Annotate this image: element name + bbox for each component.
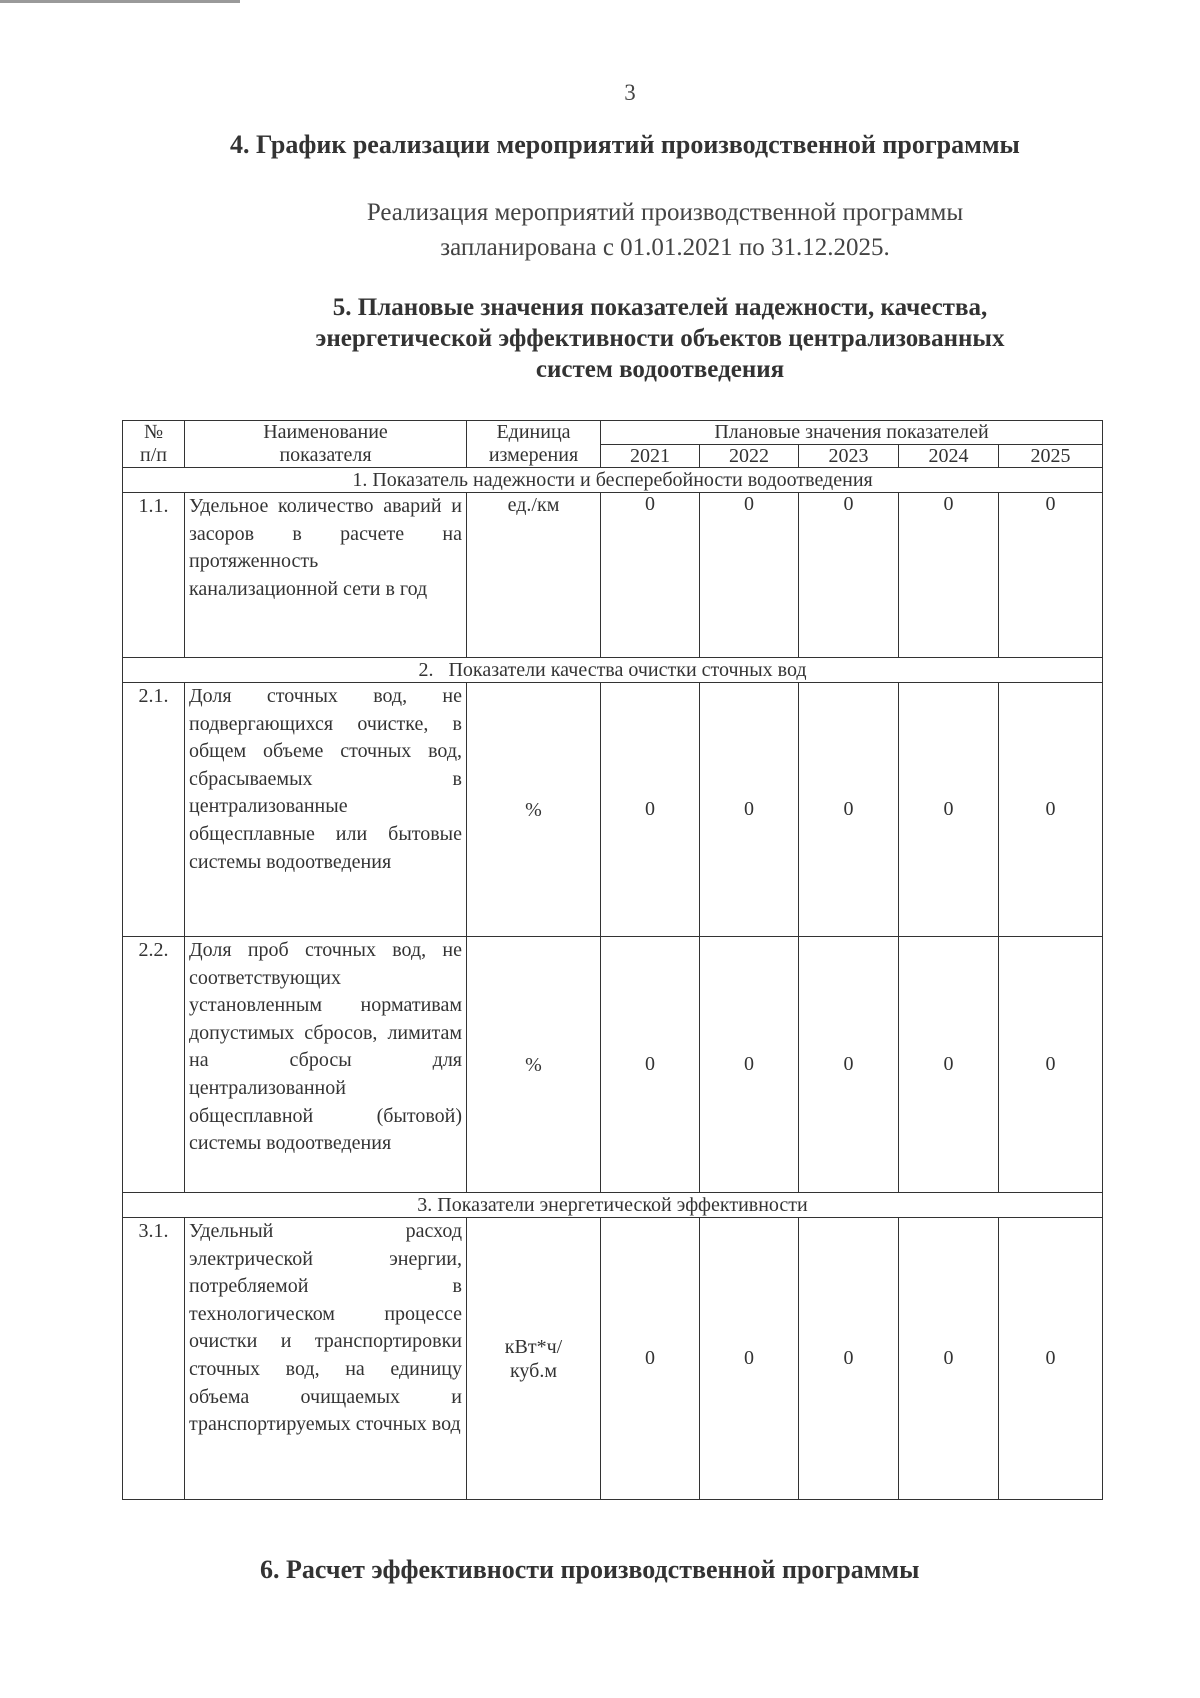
row-value: 0 [601,937,700,1193]
section-row [123,468,1103,493]
row-value: 0 [799,1218,899,1500]
section-row [123,658,1103,683]
row-unit-line-2: куб.м [509,1359,557,1382]
row-value: 0 [799,493,899,658]
header-plan-values: Плановые значения показателей [601,421,1103,445]
row-value: 0 [700,683,799,937]
header-year: 2021 [601,445,700,468]
row-unit [467,1218,601,1500]
row-value: 0 [899,493,999,658]
section-title-2: 2. Показатели качества очистки сточных вод [123,658,1103,683]
row-num: 3.1. [123,1218,185,1500]
row-value: 0 [601,1218,700,1500]
row-value: 0 [799,683,899,937]
table-row [123,937,1103,1193]
row-value: 0 [899,1218,999,1500]
section-5-heading [220,292,1100,385]
row-value: 0 [899,937,999,1193]
row-name: Удельное количество аварий и засоров в расчете на протяженность канализационной сети в год [185,493,467,658]
page-number: 3 [624,80,636,105]
row-value: 0 [999,493,1103,658]
scan-edge-mark [0,0,240,3]
indicators-table [122,420,1103,1500]
header-num-line-2: п/п [140,444,167,466]
section-4-text-line-1: Реализация мероприятий производственной программы [366,199,964,226]
row-value: 0 [999,937,1103,1193]
section-title-1: 1. Показатель надежности и бесперебойности водоотведения [123,468,1103,493]
header-year: 2025 [999,445,1103,468]
section-6-heading: 6. Расчет эффективности производственной программы [260,1555,920,1584]
header-unit-line-2: измерения [488,444,579,466]
row-value: 0 [700,1218,799,1500]
table-row [123,683,1103,937]
row-name: Доля проб сточных вод, не соответствующих установленным нормативам допустимых сбросов, лимитам на сбросы для централизованной общесплавной (бытовой) системы водоотведения [185,937,467,1193]
header-name-line-1: Наименование [263,421,388,443]
header-unit [467,421,601,468]
row-name: Удельный расход электрической энергии, потребляемой в технологическом процессе очистки и транспортировки сточных вод, на единицу объема очищаемых и транспортируемых сточных вод [185,1218,467,1500]
row-unit-line-1: кВт*ч/ [504,1335,563,1358]
section-4-text-line-2: запланирована с 01.01.2021 по 31.12.2025. [440,234,890,261]
section-5-heading-line-2: энергетической эффективности объектов централизованных [315,325,1005,352]
row-value: 0 [799,937,899,1193]
row-unit: % [467,937,601,1193]
row-value: 0 [601,683,700,937]
row-unit: ед./км [467,493,601,658]
table-row [123,493,1103,658]
section-row [123,1193,1103,1218]
table-header-row [123,421,1103,445]
row-name: Доля сточных вод, не подвергающихся очистке, в общем объеме сточных вод, сбрасываемых в централизованные общесплавные или бытовые системы водоотведения [185,683,467,937]
row-value: 0 [999,683,1103,937]
row-value: 0 [700,937,799,1193]
section-4-text [265,195,1065,265]
header-year: 2023 [799,445,899,468]
row-unit: % [467,683,601,937]
section-5-heading-line-3: систем водоотведения [535,356,785,383]
header-year: 2024 [899,445,999,468]
section-4-heading: 4. График реализации мероприятий производственной программы [230,130,1020,159]
row-num: 1.1. [123,493,185,658]
header-year: 2022 [700,445,799,468]
table-row [123,1218,1103,1500]
header-num-line-1: № [143,421,164,443]
row-value: 0 [999,1218,1103,1500]
row-value: 0 [899,683,999,937]
row-value: 0 [601,493,700,658]
row-num: 2.2. [123,937,185,1193]
header-unit-line-1: Единица [496,421,571,443]
row-num: 2.1. [123,683,185,937]
header-name-line-2: показателя [279,444,372,466]
section-5-heading-line-1: 5. Плановые значения показателей надежности, качества, [332,294,988,321]
row-value: 0 [700,493,799,658]
header-name [185,421,467,468]
header-num [123,421,185,468]
section-title-3: 3. Показатели энергетической эффективности [123,1193,1103,1218]
